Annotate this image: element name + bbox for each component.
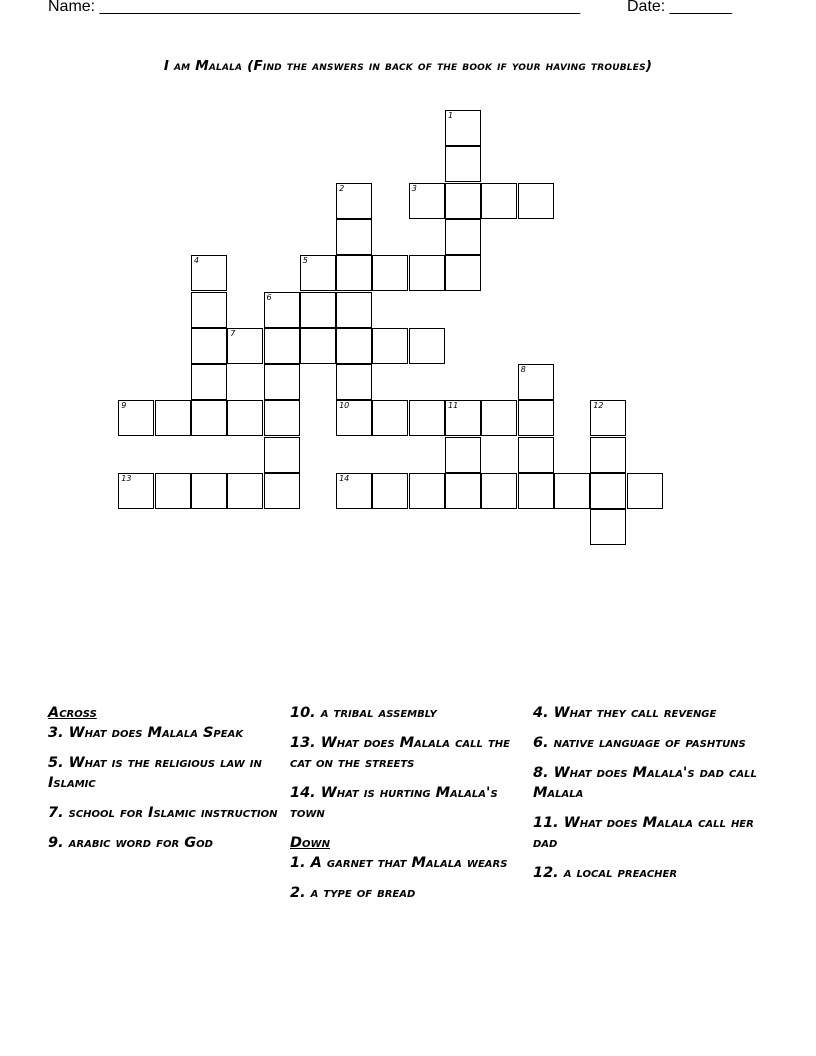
grid-cell[interactable] [590,437,626,473]
across-clue-5: 5. What is the religious law in Islamic [48,755,262,791]
cell-number: 4 [193,256,199,266]
grid-cell[interactable] [264,400,300,436]
clue-column-2 [290,703,526,913]
cell-number: 9 [121,401,127,411]
grid-cell[interactable] [264,364,300,400]
grid-cell[interactable] [227,328,263,364]
cell-number: 8 [520,365,526,375]
grid-cell[interactable] [264,437,300,473]
grid-cell[interactable] [590,400,626,436]
grid-cell[interactable] [445,255,481,291]
grid-cell[interactable] [336,364,372,400]
cell-number: 2 [339,183,345,193]
grid-cell[interactable] [227,400,263,436]
grid-cell[interactable] [409,183,445,219]
grid-cell[interactable] [191,364,227,400]
grid-cell[interactable] [336,255,372,291]
grid-cell[interactable] [445,437,481,473]
grid-cell[interactable] [518,437,554,473]
grid-cell[interactable] [409,400,445,436]
across-clue-14: 14. What is hurting Malala's town [290,785,498,821]
grid-cell[interactable] [155,473,191,509]
grid-cell[interactable] [191,255,227,291]
down-clue-4: 4. What they call revenge [533,705,717,721]
grid-cell[interactable] [445,219,481,255]
grid-cell[interactable] [118,473,154,509]
puzzle-title: I am Malala (Find the answers in back of the book if your having troubles) [163,58,653,74]
grid-cell[interactable] [445,473,481,509]
grid-cell[interactable] [627,473,663,509]
grid-cell[interactable] [372,473,408,509]
grid-cell[interactable] [409,255,445,291]
cell-number: 1 [448,111,454,120]
across-clue-7: 7. school for Islamic instruction [48,805,278,821]
clue-column-3 [533,703,773,893]
grid-cell[interactable] [518,473,554,509]
grid-cell[interactable] [481,183,517,219]
cell-number: 10 [339,401,350,411]
grid-cell[interactable] [118,400,154,436]
cell-number: 5 [302,256,308,266]
cell-number: 3 [411,183,417,193]
grid-cell[interactable] [445,400,481,436]
across-clue-13: 13. What does Malala call the cat on the streets [290,735,510,771]
down-clue-2: 2. a type of bread [290,885,416,901]
cell-number: 12 [593,401,604,411]
grid-cell[interactable] [590,473,626,509]
grid-cell[interactable] [264,292,300,328]
down-clue-6: 6. native language of pashtuns [533,735,746,751]
grid-cell[interactable] [372,400,408,436]
down-clue-11: 11. What does Malala call her dad [533,815,754,851]
grid-cell[interactable] [445,146,481,182]
down-clue-1: 1. A garnet that Malala wears [290,855,508,871]
grid-cell[interactable] [300,292,336,328]
grid-cell[interactable] [227,473,263,509]
grid-cell[interactable] [481,400,517,436]
down-clue-8: 8. What does Malala's dad call Malala [533,765,757,801]
cell-number: 6 [266,292,272,302]
clue-column-1 [48,703,280,863]
down-heading: Down [290,835,330,851]
across-clue-3: 3. What does Malala Speak [48,725,244,741]
grid-cell[interactable] [445,183,481,219]
grid-cell[interactable] [191,328,227,364]
name-field-label[interactable]: Name: ______________________________________________________ [48,0,581,15]
grid-cell[interactable] [481,473,517,509]
across-clue-9: 9. arabic word for God [48,835,213,851]
grid-cell[interactable] [300,328,336,364]
grid-cell[interactable] [518,183,554,219]
across-heading: Across [48,705,97,721]
down-clue-12: 12. a local preacher [533,865,678,881]
grid-cell[interactable] [191,292,227,328]
grid-cell[interactable] [518,400,554,436]
grid-cell[interactable] [554,473,590,509]
grid-cell[interactable] [336,219,372,255]
cell-number: 7 [230,328,236,338]
grid-cell[interactable] [336,328,372,364]
grid-cell[interactable] [155,400,191,436]
grid-cell[interactable] [445,110,481,146]
grid-cell[interactable] [336,183,372,219]
grid-cell[interactable] [300,255,336,291]
grid-cell[interactable] [191,473,227,509]
grid-cell[interactable] [264,328,300,364]
across-clue-10: 10. a tribal assembly [290,705,437,721]
grid-cell[interactable] [590,509,626,545]
grid-cell[interactable] [518,364,554,400]
cell-number: 11 [448,401,459,411]
grid-cell[interactable] [336,400,372,436]
cell-number: 14 [339,474,350,483]
grid-cell[interactable] [372,328,408,364]
grid-cell[interactable] [409,328,445,364]
cell-number: 13 [121,474,132,483]
grid-cell[interactable] [264,473,300,509]
grid-cell[interactable] [336,473,372,509]
grid-cell[interactable] [191,400,227,436]
date-field-label[interactable]: Date: _______ [627,0,732,15]
grid-cell[interactable] [372,255,408,291]
grid-cell[interactable] [336,292,372,328]
grid-cell[interactable] [409,473,445,509]
